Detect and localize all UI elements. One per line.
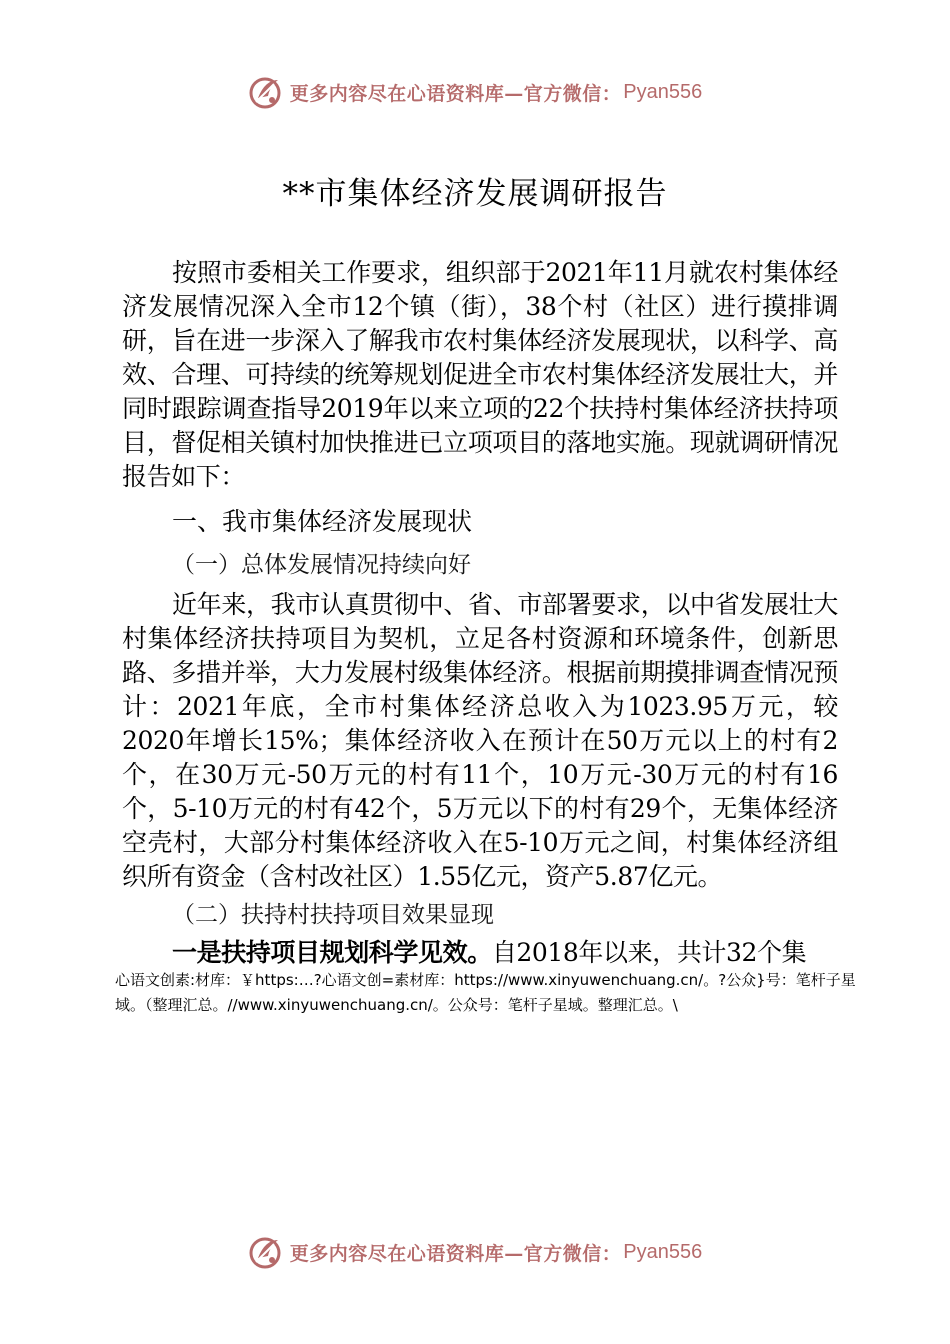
project-paragraph — [122, 936, 838, 970]
project-paragraph-lead: 一是扶持项目规划科学见效。 — [172, 938, 492, 967]
banner-text: 更多内容尽在心语资料库—官方微信： — [289, 82, 622, 105]
banner-wechat-id: Pyan556 — [623, 80, 703, 103]
subsection-heading-1: （一）总体发展情况持续向好 — [172, 552, 471, 578]
section-heading-1: 一、我市集体经济发展现状 — [172, 507, 473, 536]
project-paragraph-text: 自2018年以来，共计32个集 — [491, 938, 807, 967]
brand-logo-icon — [248, 74, 284, 110]
document-title: **市集体经济发展调研报告 — [282, 176, 668, 212]
subsection-heading-2: （二）扶持村扶持项目效果显现 — [172, 902, 494, 928]
header-watermark-banner — [0, 72, 950, 112]
banner-wechat-id: Pyan556 — [623, 1240, 703, 1263]
intro-paragraph: 按照市委相关工作要求，组织部于2021年11月就农村集体经济发展情况深入全市12个镇（街），38个村（社区）进行摸排调研，旨在进一步深入了解我市农村集体经济发展现状，以科学、高效、合理、可持续的统筹规划促进全市农村集体经济发展壮大，并同时跟踪调查指导2019年以来立项的22个扶持村集体经济扶持项目，督促相关镇村加快推进已立项项目的落地实施。现就调研情况报告如下： — [122, 258, 838, 491]
footer-watermark-banner — [0, 1232, 950, 1272]
development-paragraph: 近年来，我市认真贯彻中、省、市部署要求，以中省发展壮大村集体经济扶持项目为契机，立足各村资源和环境条件，创新思路、多措并举，大力发展村级集体经济。根据前期摸排调查情况预计：2021年底，全市村集体经济总收入为1023.95万元，较2020年增长15%；集体经济收入在预计在50万元以上的村有2个，在30万元-50万元的村有11个，10万元-30万元的村有16个，5-10万元的村有42个，5万元以下的村有29个，无集体经济空壳村，大部分村集体经济收入在5-10万元之间，村集体经济组织所有资金（含村改社区）1.55亿元，资产5.87亿元。 — [122, 590, 838, 891]
banner-text: 更多内容尽在心语资料库—官方微信： — [289, 1242, 622, 1265]
watermark-footnote: 心语文创素:材库：￥https:…?心语文创=素材库：https://www.xinyuwenchuang.cn/。?公众}号：笔杆子星域。（整理汇总。//www.xinyuwenchuang.cn/。公众号：笔杆子星域。整理汇总。\ — [115, 971, 856, 1014]
brand-logo-icon — [248, 1234, 284, 1270]
